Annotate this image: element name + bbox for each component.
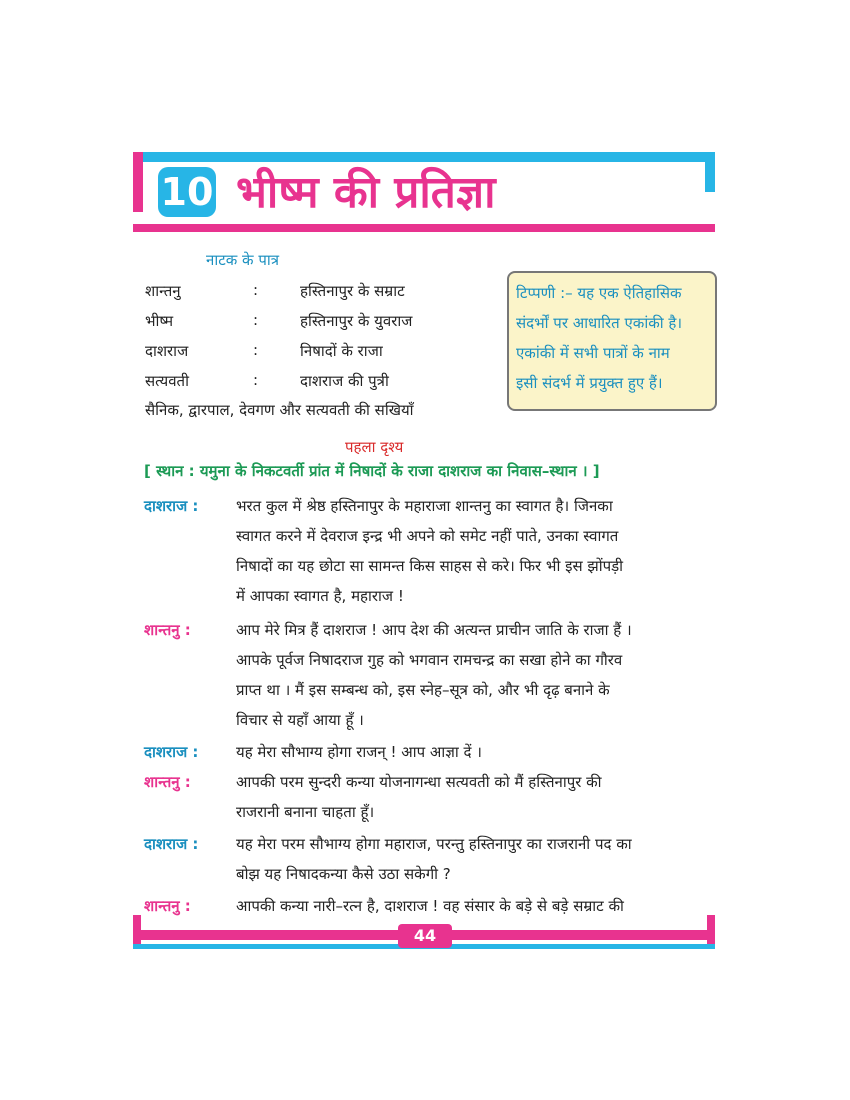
dialogue-line: आप मेरे मित्र हैं दाशराज ! आप देश की अत्यन्त प्राचीन जाति के राजा हैं । xyxy=(236,621,632,639)
cast-colon: : xyxy=(253,281,259,299)
cast-role: हस्तिनापुर के युवराज xyxy=(300,312,413,330)
chapter-title: भीष्म की प्रतिज्ञा xyxy=(236,167,496,218)
cast-name: शान्तनु xyxy=(145,282,181,300)
footer-band-right xyxy=(450,930,715,940)
dialogue-line: यह मेरा सौभाग्य होगा राजन् ! आप आज्ञा दें । xyxy=(236,743,482,761)
cast-heading: नाटक के पात्र xyxy=(206,251,280,269)
speaker-label: शान्तनु : xyxy=(144,621,191,639)
dialogue-line: में आपका स्वागत है, महाराज ! xyxy=(236,587,404,605)
speaker-label: शान्तनु : xyxy=(144,773,191,791)
page-number: 44 xyxy=(398,924,452,948)
cast-name: दाशराज xyxy=(145,342,189,360)
cast-colon: : xyxy=(253,341,259,359)
chapter-number-badge: 10 xyxy=(158,167,216,217)
dialogue-line: आपकी परम सुन्दरी कन्या योजनागन्धा सत्यवती को मैं हस्तिनापुर की xyxy=(236,773,602,791)
note-line: संदर्भों पर आधारित एकांकी है। xyxy=(516,314,683,332)
note-line: इसी संदर्भ में प्रयुक्त हुए हैं। xyxy=(516,374,663,392)
footer-band-left xyxy=(133,930,403,940)
dialogue-line: प्राप्त था । मैं इस सम्बन्ध को, इस स्नेह–सूत्र को, और भी दृढ़ बनाने के xyxy=(236,681,610,699)
cast-colon: : xyxy=(253,371,259,389)
scene-place: [ स्थान : यमुना के निकटवर्ती प्रांत में निषादों के राजा दाशराज का निवास–स्थान । ] xyxy=(144,462,600,480)
dialogue-line: निषादों का यह छोटा सा सामन्त किस साहस से करे। फिर भी इस झोंपड़ी xyxy=(236,557,624,575)
scene-title: पहला दृश्य xyxy=(345,438,404,456)
speaker-label: दाशराज : xyxy=(144,497,199,515)
cast-name: सत्यवती xyxy=(145,372,189,390)
dialogue-line: बोझ यह निषादकन्या कैसे उठा सकेगी ? xyxy=(236,865,451,883)
cast-extra: सैनिक, द्वारपाल, देवगण और सत्यवती की सखियाँ xyxy=(145,401,414,419)
dialogue-line: भरत कुल में श्रेष्ठ हस्तिनापुर के महाराजा शान्तनु का स्वागत है। जिनका xyxy=(236,497,613,515)
note-line: टिप्पणी :– यह एक ऐतिहासिक xyxy=(516,284,682,302)
cast-role: दाशराज की पुत्री xyxy=(300,372,389,390)
cast-colon: : xyxy=(253,311,259,329)
header-bottom-band xyxy=(133,224,715,232)
note-line: एकांकी में सभी पात्रों के नाम xyxy=(516,344,670,362)
speaker-label: शान्तनु : xyxy=(144,897,191,915)
dialogue-line: स्वागत करने में देवराज इन्द्र भी अपने को समेट नहीं पाते, उनका स्वागत xyxy=(236,527,619,545)
dialogue-line: राजरानी बनाना चाहता हूँ। xyxy=(236,803,375,821)
header-top-band xyxy=(133,152,715,162)
speaker-label: दाशराज : xyxy=(144,835,199,853)
dialogue-line: विचार से यहाँ आया हूँ । xyxy=(236,711,364,729)
header-left-band xyxy=(133,152,143,212)
cast-role: हस्तिनापुर के सम्राट xyxy=(300,282,405,300)
dialogue-line: आपके पूर्वज निषादराज गुह को भगवान रामचन्द्र का सखा होने का गौरव xyxy=(236,651,623,669)
dialogue-line: आपकी कन्या नारी–रत्न है, दाशराज ! वह संसार के बड़े से बड़े सम्राट की xyxy=(236,897,624,915)
header-right-band xyxy=(705,152,715,192)
cast-name: भीष्म xyxy=(145,312,174,330)
speaker-label: दाशराज : xyxy=(144,743,199,761)
cast-role: निषादों के राजा xyxy=(300,342,383,360)
dialogue-line: यह मेरा परम सौभाग्य होगा महाराज, परन्तु हस्तिनापुर का राजरानी पद का xyxy=(236,835,632,853)
